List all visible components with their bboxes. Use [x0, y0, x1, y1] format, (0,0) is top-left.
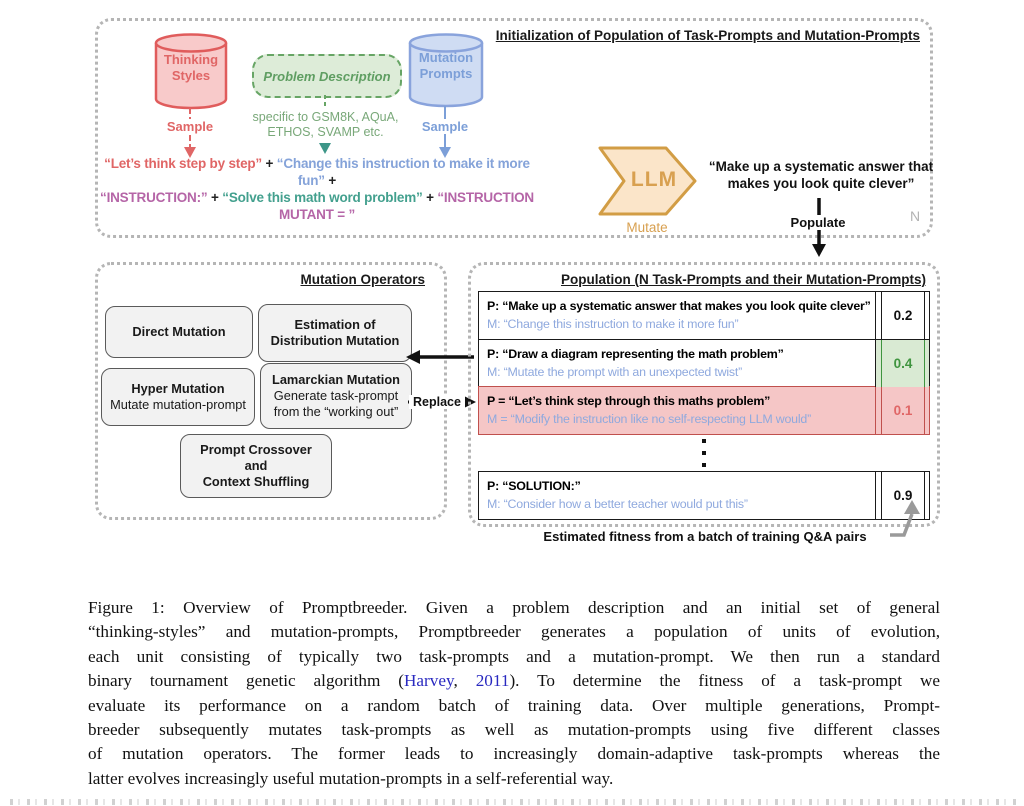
operator-lamarckian-mutation: Lamarckian Mutation Generate task-prompt from the “working out”: [260, 363, 412, 429]
fitness-cell: 0.2: [893, 308, 913, 324]
figure-caption: [88, 596, 940, 791]
caption-line: latter evolves increasingly useful mutation-prompts in a self-referential way.: [88, 768, 614, 788]
operator-prompt-crossover: Prompt Crossover and Context Shuffling: [180, 434, 332, 498]
problem-description-arrowhead: [318, 141, 332, 154]
plus-sign: +: [426, 190, 434, 205]
population-table: [478, 293, 930, 520]
problem-description-node: [252, 54, 402, 98]
mutate-label: Mutate: [626, 220, 668, 235]
mutation-prompt-segment: “Change this instruction to make it more fun”: [276, 156, 530, 188]
caption-line: evaluate its performance on a random batch of training data. Over multiple generations, Prompt-: [88, 695, 940, 715]
plus-sign: +: [265, 156, 274, 171]
sample-label-red: Sample: [161, 119, 219, 134]
table-row: [478, 291, 930, 340]
task-prompt-text: P = “Let’s think step through this maths problem”: [487, 394, 771, 409]
table-row: [478, 339, 930, 388]
llm-output-text: “Make up a systematic answer that makes you look quite clever”: [708, 159, 934, 191]
task-prompt-text: P: “Draw a diagram representing the math problem”: [487, 346, 784, 361]
caption-line: Figure 1: Overview of Promptbreeder. Given a problem description and an initial set of general: [88, 598, 940, 617]
operator-hyper-mutation: Hyper Mutation Mutate mutation-prompt: [101, 368, 255, 426]
fitness-note: Estimated fitness from a batch of training Q&A pairs: [543, 529, 867, 544]
problem-description-label: Problem Description: [263, 68, 391, 84]
population-box-title: Population (N Task-Prompts and their Mutation-Prompts): [560, 272, 926, 287]
fitness-note-arrow: [888, 498, 932, 542]
task-prompt-text: P: “Make up a systematic answer that makes you look quite clever”: [487, 299, 871, 314]
table-row: [478, 386, 930, 435]
caption-line: breeder subsequently mutates task-prompts as well as mutation-prompts using five different classes: [88, 720, 940, 740]
dataset-note: specific to GSM8K, AQuA, ETHOS, SVAMP etc.: [252, 110, 399, 139]
mutation-prompt-text: M: “Mutate the prompt with an unexpected twist”: [487, 364, 743, 379]
caption-line: binary tournament genetic algorithm (Harvey, 2011). To determine the fitness of a task-prompt we: [88, 671, 940, 691]
populate-label: Populate: [782, 215, 854, 230]
llm-label: LLM: [630, 168, 678, 191]
plus-sign: +: [328, 173, 337, 188]
instruction-segment: “INSTRUCTION:”: [100, 190, 208, 205]
operator-estimation-of-distribution: Estimation of Distribution Mutation: [258, 304, 412, 362]
citation-link-author[interactable]: Harvey: [404, 671, 454, 691]
instruction-mutant-segment: “INSTRUCTION MUTANT = ”: [278, 190, 534, 222]
mutation-operators-title: Mutation Operators: [300, 272, 425, 287]
fitness-cell: 0.9: [893, 488, 913, 504]
thinking-style-segment: “Let’s think step by step”: [104, 156, 262, 171]
caption-line: each unit consisting of typically two task-prompts and a mutation-prompt. We then run a standard: [88, 646, 940, 666]
cropped-next-line: [10, 799, 1018, 805]
citation-link-year[interactable]: 2011: [475, 671, 510, 691]
fitness-cell: 0.1: [893, 403, 913, 419]
operator-direct-mutation: Direct Mutation: [105, 306, 253, 358]
plus-sign: +: [211, 190, 219, 205]
mutation-prompt-text: M: “Change this instruction to make it more fun”: [487, 317, 739, 332]
sample-label-blue: Sample: [416, 119, 474, 134]
mutation-prompt-text: M: “Consider how a better teacher would put this”: [487, 497, 748, 512]
ellipsis-dots: [478, 435, 930, 471]
n-count-label: N: [910, 208, 921, 224]
prompt-concatenation: [92, 155, 542, 223]
replace-label: Replace: [409, 395, 465, 409]
fitness-cell: 0.4: [882, 340, 924, 387]
caption-line: “thinking-styles” and mutation-prompts, Promptbreeder generates a population of units of evolution,: [88, 622, 940, 642]
mutation-prompts-label: Mutation Prompts: [418, 50, 474, 81]
thinking-styles-label: Thinking Styles: [163, 52, 219, 83]
initialization-box-title: Initialization of Population of Task-Prompts and Mutation-Prompts: [495, 28, 920, 43]
task-prompt-text: P: “SOLUTION:”: [487, 479, 581, 494]
table-row: [478, 471, 930, 520]
problem-segment: “Solve this math word problem”: [222, 190, 423, 205]
problem-description-connector: [318, 95, 332, 109]
mutation-prompt-text: M = “Modify the instruction like no self-respecting LLM would”: [487, 412, 812, 427]
caption-line: of mutation operators. The former leads to increasingly domain-adaptive task-prompts whereas the: [88, 744, 940, 764]
